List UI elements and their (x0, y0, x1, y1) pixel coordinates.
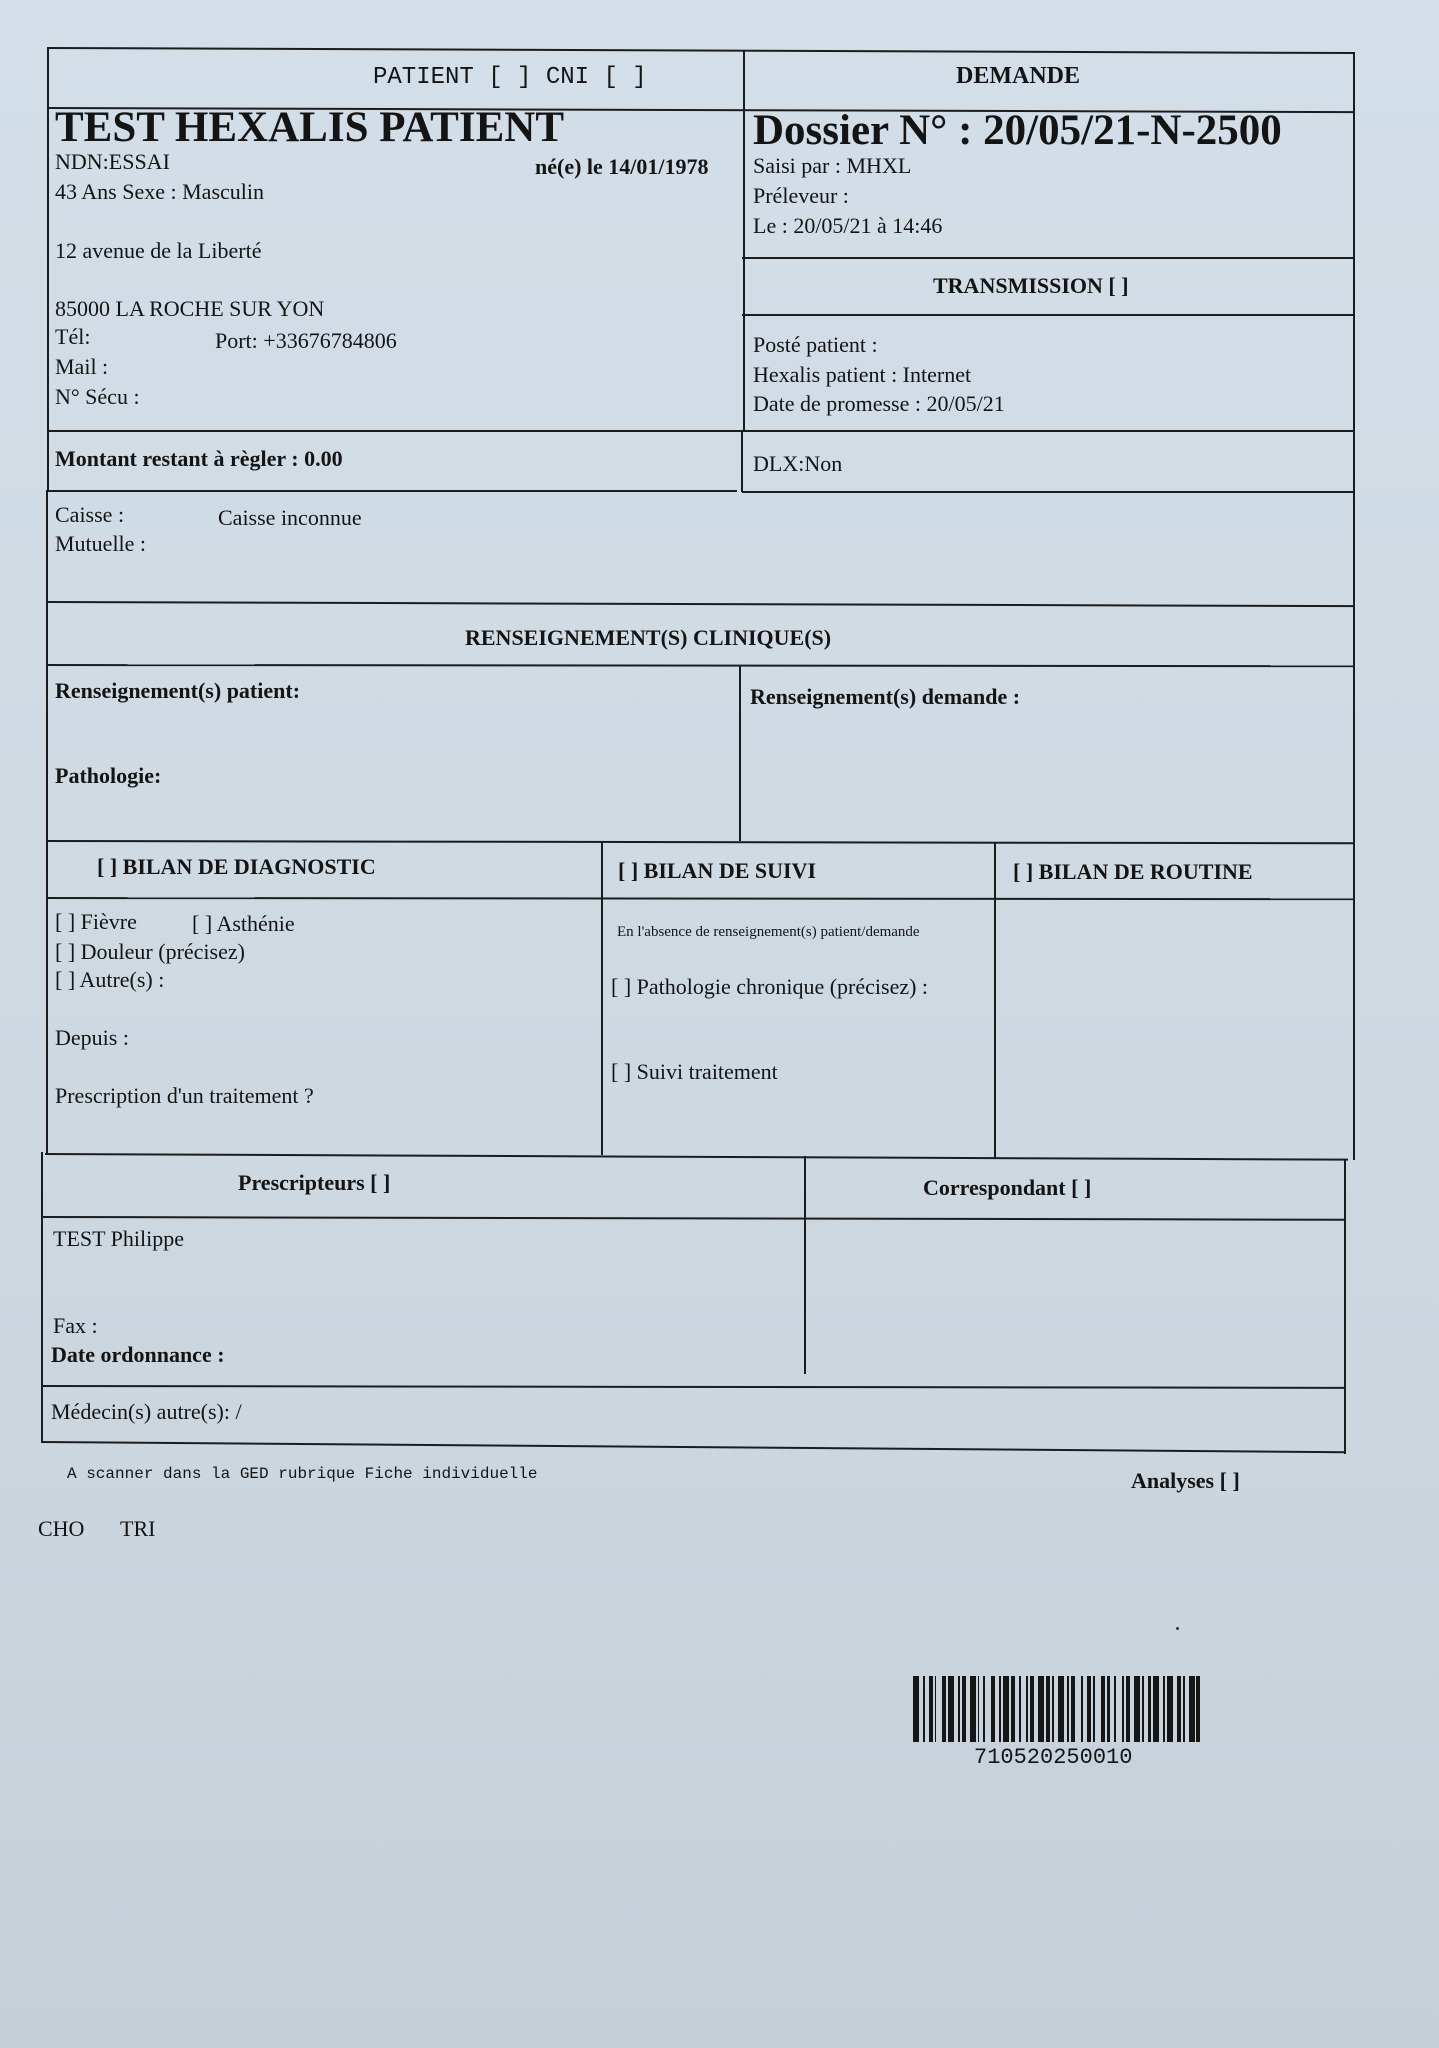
patient-name: TEST HEXALIS PATIENT (55, 104, 565, 151)
patient-port: Port: +33676784806 (215, 328, 397, 353)
border-top (47, 47, 1355, 54)
border-left-mid (46, 490, 48, 1154)
dossier-date: Le : 20/05/21 à 14:46 (753, 213, 943, 238)
medecins-top (42, 1385, 1346, 1389)
checkbox-autres: [ ] Autre(s) : (55, 967, 165, 992)
patient-ndn: NDN:ESSAI (55, 149, 170, 174)
checkbox-suivi-traitement: [ ] Suivi traitement (611, 1059, 778, 1084)
patient-mail-label: Mail : (55, 354, 109, 379)
prescripteurs-header: Prescripteurs [ ] (238, 1170, 391, 1195)
transmission-promesse: Date de promesse : 20/05/21 (753, 391, 1005, 416)
montant-top (47, 430, 1355, 432)
dossier-preleveur: Préleveur : (753, 183, 849, 208)
border-bottom (41, 1441, 1346, 1453)
dlx-value: DLX:Non (753, 451, 843, 476)
checkbox-pathologie-chronique: [ ] Pathologie chronique (précisez) : (611, 974, 929, 999)
caisse-label: Caisse : (55, 502, 125, 527)
patient-tel-label: Tél: (55, 324, 91, 349)
transmission-hexalis: Hexalis patient : Internet (753, 362, 972, 387)
mutuelle-label: Mutuelle : (55, 531, 147, 556)
patient-birth-date: né(e) le 14/01/1978 (535, 154, 709, 179)
scan-note: A scanner dans la GED rubrique Fiche individuelle (67, 1465, 538, 1483)
patient-city: 85000 LA ROCHE SUR YON (55, 296, 325, 321)
prescripteurs-header-bottom (43, 1216, 1346, 1221)
dossier-number: Dossier N° : 20/05/21-N-2500 (753, 107, 1282, 154)
prescripteurs-top (45, 1153, 1348, 1161)
montant-dlx-divider (741, 432, 743, 492)
bilan-suivi-header: [ ] BILAN DE SUIVI (618, 858, 817, 883)
prescription-traitement-label: Prescription d'un traitement ? (55, 1083, 314, 1108)
barcode-bar (1200, 1676, 1204, 1742)
transmission-header-bottom (742, 314, 1355, 316)
checkbox-asthenie: [ ] Asthénie (192, 911, 295, 936)
transmission-header: TRANSMISSION [ ] (933, 273, 1129, 298)
renseignement-divider (739, 665, 741, 841)
suivi-note: En l'absence de renseignement(s) patient/demande (617, 924, 920, 940)
prescripteur-name: TEST Philippe (53, 1226, 184, 1251)
checkbox-fievre: [ ] Fièvre (55, 909, 137, 934)
patient-address: 12 avenue de la Liberté (55, 238, 262, 263)
renseignement-header-bottom (47, 664, 1355, 667)
transmission-top (742, 257, 1355, 259)
renseignements-header: RENSEIGNEMENT(S) CLINIQUE(S) (465, 625, 832, 650)
border-left-bottom (41, 1152, 43, 1442)
caisse-value: Caisse inconnue (218, 505, 362, 530)
transmission-poste: Posté patient : (753, 332, 878, 357)
dossier-saisi-par: Saisi par : MHXL (753, 153, 912, 178)
depuis-label: Depuis : (55, 1025, 129, 1050)
patient-secu-label: N° Sécu : (55, 384, 140, 409)
bilan-routine-header: [ ] BILAN DE ROUTINE (1013, 859, 1253, 884)
bilan-header-bottom (46, 897, 1353, 900)
date-ordonnance-label: Date ordonnance : (51, 1342, 225, 1367)
border-right-bottom (1344, 1160, 1346, 1454)
barcode (913, 1676, 1205, 1742)
demande-header: DEMANDE (956, 63, 1080, 89)
checkbox-douleur: [ ] Douleur (précisez) (55, 939, 245, 964)
bilan-divider-1 (601, 841, 603, 1155)
patient-header: PATIENT [ ] CNI [ ] (373, 64, 647, 91)
prescripteurs-divider (804, 1156, 806, 1374)
paper-speck (1176, 1627, 1179, 1630)
barcode-number: 710520250010 (974, 1745, 1133, 1770)
dlx-bottom (742, 491, 1355, 493)
montant-restant: Montant restant à règler : 0.00 (55, 446, 343, 471)
pathologie-label: Pathologie: (55, 763, 162, 788)
renseignement-demande-label: Renseignement(s) demande : (750, 684, 1021, 709)
bilan-divider-2 (994, 842, 996, 1159)
cho-label: CHO (38, 1516, 85, 1541)
renseignement-patient-label: Renseignement(s) patient: (55, 678, 301, 703)
caisse-bottom (47, 601, 1355, 607)
fax-label: Fax : (53, 1313, 98, 1338)
border-left-top (47, 47, 49, 491)
patient-demande-divider (743, 51, 745, 432)
montant-bottom (47, 490, 737, 492)
tri-label: TRI (120, 1516, 156, 1541)
patient-age-sex: 43 Ans Sexe : Masculin (55, 179, 264, 204)
bilan-top (46, 840, 1353, 844)
bilan-diagnostic-header: [ ] BILAN DE DIAGNOSTIC (97, 854, 376, 879)
analyses-label: Analyses [ ] (1131, 1468, 1240, 1493)
medecins-autres: Médecin(s) autre(s): / (51, 1399, 242, 1424)
correspondant-header: Correspondant [ ] (923, 1175, 1092, 1200)
